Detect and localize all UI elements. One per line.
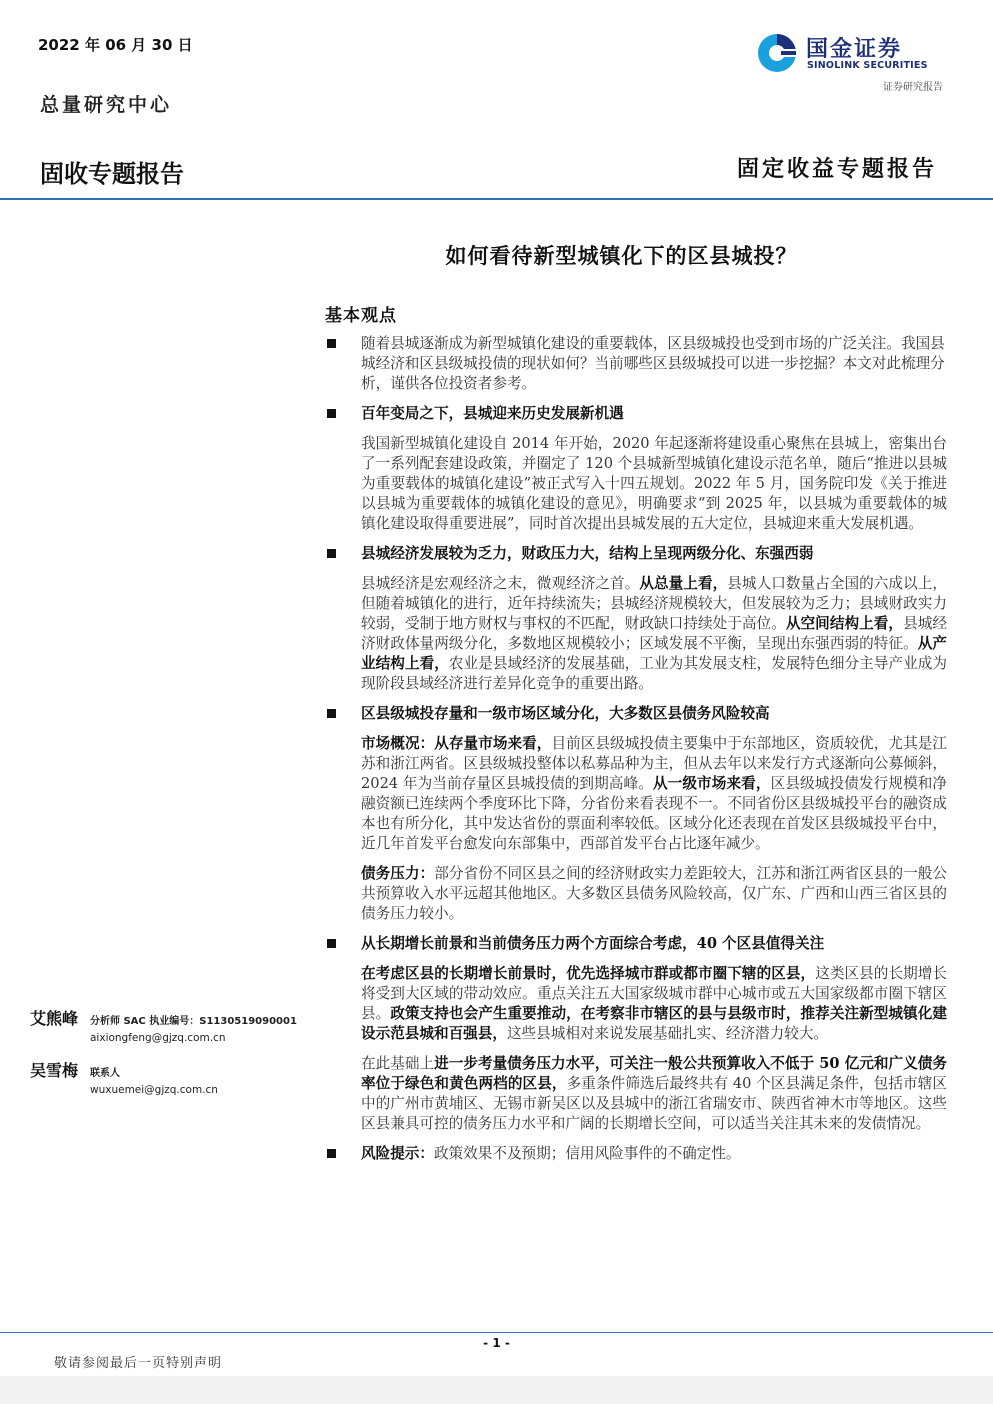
bullet-heading-40-counties: 从长期增长前景和当前债务压力两个方面综合考虑，40 个区县值得关注 [325,934,947,954]
report-date: 2022 年 06 月 30 日 [38,36,193,54]
analyst-entry [30,1058,320,1081]
analyst-name: 艾熊峰 [30,1009,79,1028]
logo-english-text: SINOLINK SECURITIES [807,60,928,71]
footer-divider [0,1332,993,1333]
paragraph-opportunity: 我国新型城镇化建设自 2014 年开始，2020 年起逐渐将建设重心聚焦在县城上，密集出台了一系列配套建设政策，并圈定了 120 个县城新型城镇化建设示范名单，随后“推进以县城为重要载体的城镇化建设”被正式写入十四五规划。2022 年 5 月，国务院印发《关于推进以县城为重要载体的城镇化建设的意见》，明确要求“到 2025 年，以县城为重要载体的城镇化建设取得重要进展”，同时首次提出县城发展的五大定位，县城迎来重大发展机遇。 [361,435,947,532]
analyst-email[interactable]: wuxuemei@gjzq.com.cn [90,1084,218,1096]
section-title: 基本观点 [325,306,397,326]
bullet-square-icon [327,709,336,718]
disclaimer-note: 敬请参阅最后一页特别声明 [54,1356,223,1371]
analyst-entry [30,1006,320,1029]
bullet-heading-opportunity: 百年变局之下，县城迎来历史发展新机遇 [325,404,947,424]
logo-chinese-text: 国金证券 [806,37,903,62]
bullet-square-icon [327,339,336,348]
paragraph-market-overview: 市场概况：从存量市场来看，目前区县级城投债主要集中于东部地区，资质较优，尤其是江苏和浙江两省。区县级城投整体以私募品种为主，但从去年以来发行方式逐渐向公募倾斜，2024 年为当前存量区县城投债的到期高峰。从一级市场来看，区县级城投债发行规模和净融资额已连续两个季度环比下降，分省份来看表现不一。不同省份区县级城投平台的融资成本也有所分化，其中发达省份的票面利率较低。区域分化还表现在首发区县级城投平台中，近几年首发平台愈发向东部集中，西部首发平台占比逐年减少。 [361,735,947,852]
analyst-email[interactable]: aixiongfeng@gjzq.com.cn [90,1032,226,1044]
paragraph-screening: 在此基础上进一步考量债务压力水平，可关注一般公共预算收入不低于 50 亿元和广义债务率位于绿色和黄色两档的区县，多重条件筛选后最终共有 40 个区县满足条件，包括市辖区中的广州市黄埔区、无锡市新吴区以及县城中的浙江省瑞安市、陕西省神木市等地区。这些区县兼具可控的债务压力水平和广阔的长期增长空间，可以适当关注其未来的发债情况。 [361,1055,947,1132]
report-type-right: 固定收益专题报告 [736,156,937,182]
bullet-square-icon [327,939,336,948]
sinolink-logo [756,30,946,78]
report-category-label: 证券研究报告 [883,82,943,93]
bullet-heading-market: 区县级城投存量和一级市场区域分化，大多数区县债务风险较高 [325,704,947,724]
bullet-square-icon [327,409,336,418]
analyst-name: 吴雪梅 [30,1061,79,1080]
page-number: - 1 - [483,1336,510,1350]
report-title: 如何看待新型城镇化下的区县城投？ [445,243,798,268]
analyst-info [30,1006,320,1096]
bullet-intro: 随着县城逐渐成为新型城镇化建设的重要载体，区县级城投也受到市场的广泛关注。我国县城经济和区县级城投债的现状如何？当前哪些区县级城投可以进一步挖掘？本文对此梳理分析，谨供各位投资者参考。 [325,334,947,394]
paragraph-debt-pressure: 债务压力：部分省份不同区县之间的经济财政实力差距较大，江苏和浙江两省区县的一般公共预算收入水平远超其他地区。大多数区县债务风险较高，仅广东、广西和山西三省区县的债务压力较小。 [361,865,947,922]
header-divider [0,198,993,200]
bullet-risk-warning: 风险提示：政策效果不及预期；信用风险事件的不确定性。 [325,1144,947,1164]
report-body [325,334,947,1174]
page-bottom-band [0,1376,993,1404]
sinolink-logo-icon [756,32,798,74]
paragraph-county-economy: 县城经济是宏观经济之末，微观经济之首。从总量上看，县城人口数量占全国的六成以上，但随着城镇化的进行，近年持续流失；县城经济规模较大，但发展较为乏力；县域财政实力较弱，受制于地方财权与事权的不匹配，财政缺口持续处于高位。从空间结构上看，县城经济财政体量两级分化，多数地区规模较小；区域发展不平衡，呈现出东强西弱的特征。从产业结构上看，农业是县域经济的发展基础，工业为其发展支柱，发展特色细分主导产业成为现阶段县域经济进行差异化竞争的重要出路。 [361,575,947,692]
bullet-square-icon [327,1149,336,1158]
analyst-role: 分析师 SAC 执业编号：S1130519090001 [90,1016,297,1027]
analyst-role: 联系人 [90,1068,120,1079]
research-center-name: 总量研究中心 [40,94,173,116]
bullet-heading-county-economy: 县城经济发展较为乏力，财政压力大，结构上呈现两级分化、东强西弱 [325,544,947,564]
bullet-square-icon [327,549,336,558]
report-type-left: 固收专题报告 [40,160,184,188]
paragraph-growth-prospect: 在考虑区县的长期增长前景时，优先选择城市群或都市圈下辖的区县，这类区县的长期增长将受到大区域的带动效应。重点关注五大国家级城市群中心城市或五大国家级都市圈下辖区县。政策支持也会产生重要推动，在考察非市辖区的县与县级市时，推荐关注新型城镇化建设示范县城和百强县，这些县城相对来说发展基础扎实、经济潜力较大。 [361,965,947,1042]
